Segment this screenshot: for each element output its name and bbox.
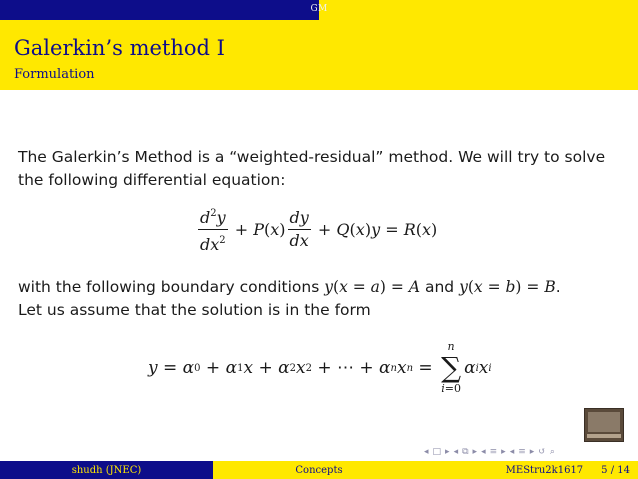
- trial-solution-equation: y = α 0 + α 1 x + α 2 x 2 + ⋯ + α n x n = n ∑ i=0 α i x i: [148, 340, 492, 395]
- frame-subtitle: Formulation: [14, 67, 95, 82]
- beamer-navigation[interactable]: [424, 447, 555, 457]
- nav-next-subsection-icon[interactable]: ▸: [472, 447, 478, 457]
- nav-next-section-icon[interactable]: ▸: [501, 447, 506, 457]
- footer-code: MEStru2k1617: [505, 464, 584, 476]
- nav-next-frame-icon[interactable]: ▸: [445, 447, 450, 457]
- nav-slide-icon[interactable]: ≡: [518, 447, 526, 457]
- and-text: and: [424, 278, 455, 296]
- nav-search-icon[interactable]: ↺: [538, 447, 546, 457]
- nav-subsection-icon[interactable]: ⧉: [462, 447, 469, 457]
- frame-title: Galerkin’s method I: [14, 36, 225, 60]
- short-title: GM: [310, 4, 328, 14]
- nav-section-icon[interactable]: ≡: [489, 447, 498, 457]
- summation: n ∑ i=0: [441, 340, 462, 395]
- footer-right: [425, 461, 638, 479]
- assume-text: Let us assume that the solution is in the form: [18, 301, 371, 319]
- nav-frame-icon[interactable]: □: [432, 447, 442, 457]
- intro-paragraph: The Galerkin’s Method is a “weighted-residual” method. We will try to solve the following differential equation:: [18, 148, 606, 189]
- footer-page-number: 5 / 14: [601, 464, 630, 476]
- nav-prev-subsection-icon[interactable]: ◂: [453, 447, 459, 457]
- nav-next-slide-icon[interactable]: ▸: [529, 447, 535, 457]
- footer-author: shudh (JNEC): [0, 461, 213, 479]
- differential-equation: $\frac{d^2y}{dx^2}$ + P ( x ) $\frac{dy}{dx}$ + Q ( x ) y = R ( x ): [196, 204, 437, 254]
- nav-zoom-icon[interactable]: ⌕: [549, 447, 555, 457]
- header-bar: [0, 0, 638, 20]
- second-derivative-term: $\frac{d^2y}{dx^2}$: [198, 204, 228, 255]
- footer-bar: [0, 461, 638, 479]
- nav-prev-slide-icon[interactable]: ◂: [509, 447, 515, 457]
- institute-logo: [584, 408, 624, 442]
- footer-section: Concepts: [213, 461, 425, 479]
- first-derivative-term: $\frac{dy}{dx}$: [289, 207, 309, 250]
- boundary-text: with the following boundary conditions: [18, 278, 320, 296]
- boundary-paragraph: with the following boundary conditions y(x = a) = A and y(x = b) = B. Let us assume that the solution is in the form: [18, 278, 561, 319]
- nav-prev-section-icon[interactable]: ◂: [481, 447, 486, 457]
- nav-prev-frame-icon[interactable]: ◂: [424, 447, 429, 457]
